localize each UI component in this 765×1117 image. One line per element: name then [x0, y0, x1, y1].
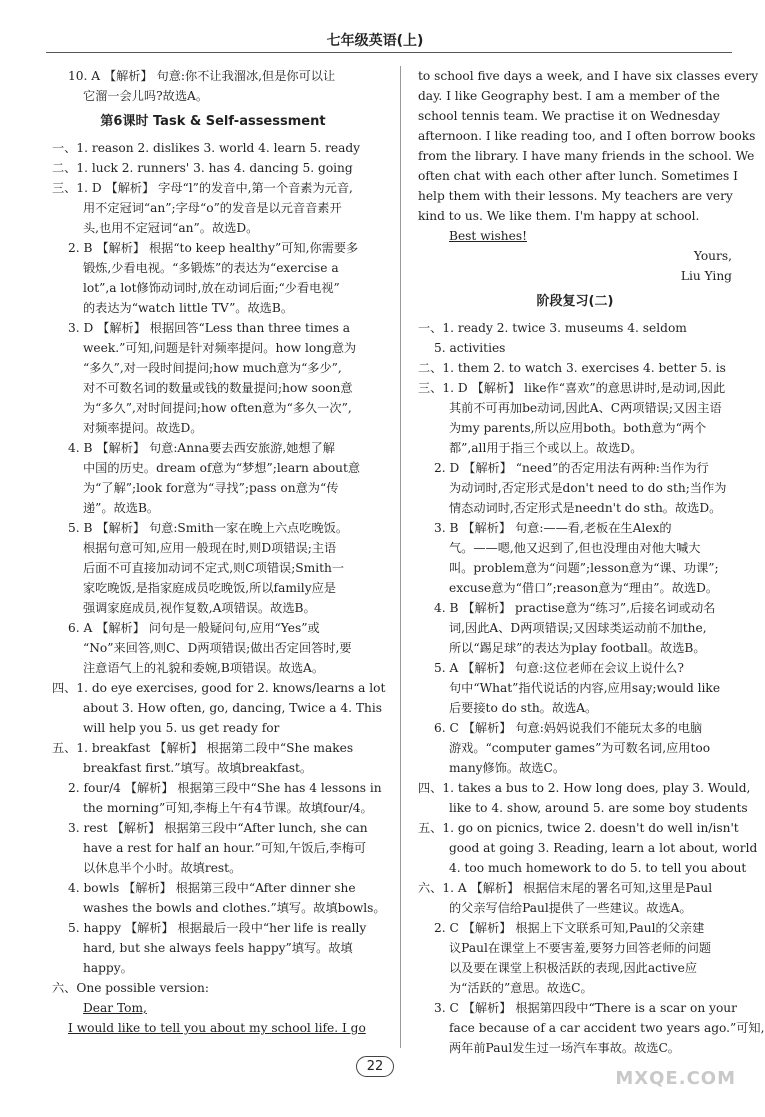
text-line: 的表达为“watch little TV”。故选B。 — [83, 301, 294, 315]
text-line: lot”,a lot修饰动词时,放在动词后面;“少看电视” — [83, 281, 340, 295]
text-line: 以及要在课堂上积极活跃的表现,因此active应 — [449, 961, 698, 975]
text-line: 家吃晚饭,是指家庭成员吃晚饭,所以family应是 — [83, 581, 336, 595]
text-line: 4. too much homework to do 5. to tell you about — [449, 861, 747, 875]
watermark-logo: MXQE.COM — [615, 1068, 736, 1089]
text-line: 为my parents,所以应用both。both意为“两个 — [449, 421, 707, 435]
text-line: “No”来回答,则C、D两项错误;做出否定回答时,要 — [83, 641, 352, 655]
text-line: 都”,all用于指三个或以上。故选D。 — [449, 441, 643, 455]
text-line: week.”可知,问题是针对频率提问。how long意为 — [83, 341, 357, 355]
text-line: 它溜一会儿吗?故选A。 — [83, 89, 209, 103]
text-line: 3. rest 【解析】 根据第三段中“After lunch, she can — [68, 821, 368, 835]
column-divider — [400, 66, 401, 1048]
text-line: I would like to tell you about my school life. I go — [68, 1021, 366, 1035]
text-line: 中国的历史。dream of意为“梦想”;learn about意 — [83, 461, 361, 475]
page-header: 七年级英语(上) — [326, 33, 424, 49]
text-line: happy。 — [83, 961, 133, 975]
text-line: 2. four/4 【解析】 根据第三段中“She has 4 lessons in — [68, 781, 382, 795]
text-line: 词,因此A、D两项错误;又因球类运动前不加the, — [449, 621, 707, 635]
text-line: 为“了解”;look for意为“寻找”;pass on意为“传 — [83, 481, 339, 495]
text-line: “多久”,对一段时间提问;how much意为“多少”, — [83, 361, 342, 375]
text-line: 注意语气上的礼貌和委婉,B项错误。故选A。 — [83, 661, 325, 675]
text-line: Yours, — [693, 249, 732, 263]
text-line: 以休息半个小时。故填rest。 — [83, 861, 242, 875]
section-title: 第6课时 Task & Self-assessment — [100, 114, 326, 129]
text-line: 六、One possible version: — [52, 981, 210, 995]
text-line: Best wishes! — [449, 229, 527, 243]
text-line: 3. D 【解析】 根据回答“Less than three times a — [68, 321, 351, 335]
text-line: 2. C 【解析】 根据上下文联系可知,Paul的父亲建 — [434, 921, 705, 935]
text-line: excuse意为“借口”;reason意为“理由”。故选D。 — [449, 581, 719, 595]
text-line: the morning”可知,李梅上午有4节课。故填four/4。 — [83, 801, 373, 815]
text-line: 锻炼,少看电视。“多锻炼”的表达为“exercise a — [83, 261, 339, 275]
text-line: kind to us. We like them. I'm happy at school. — [418, 209, 700, 223]
text-line: 对不可数名词的数量或钱的数量提问;how soon意 — [83, 381, 353, 395]
text-line: 叫。problem意为“问题”;lesson意为“课、功课”; — [449, 561, 719, 575]
text-line: 5. happy 【解析】 根据最后一段中“her life is really — [68, 921, 367, 935]
text-line: 三、1. D 【解析】 like作“喜欢”的意思讲时,是动词,因此 — [418, 381, 726, 395]
text-line: will help you 5. us get ready for — [83, 721, 280, 735]
text-line: 其前不可再加be动词,因此A、C两项错误;又因主语 — [449, 401, 722, 415]
text-line: 递”。故选B。 — [83, 501, 160, 515]
text-line: 句中“What”指代说话的内容,应用say;would like — [449, 681, 721, 695]
text-line: 一、1. reason 2. dislikes 3. world 4. learn 5. ready — [52, 141, 361, 155]
text-line: 强调家庭成员,视作复数,A项错误。故选B。 — [83, 601, 316, 615]
text-line: 的父亲写信给Paul提供了一些建议。故选A。 — [449, 901, 692, 915]
text-line: 一、1. ready 2. twice 3. museums 4. seldom — [418, 321, 687, 335]
text-line: to school five days a week, and I have six classes every — [418, 69, 759, 83]
text-line: 4. bowls 【解析】 根据第三段中“After dinner she — [68, 881, 356, 895]
text-line: 四、1. takes a bus to 2. How long does, play 3. Would, — [418, 781, 751, 795]
left-column — [52, 66, 386, 1038]
text-line: about 3. How often, go, dancing, Twice a 4. This — [83, 701, 382, 715]
text-line: 2. B 【解析】 根据“to keep healthy”可知,你需要多 — [68, 241, 359, 255]
text-line: 三、1. D 【解析】 字母“l”的发音中,第一个音素为元音, — [52, 181, 353, 195]
text-line: 为“活跃的”意思。故选C。 — [449, 981, 593, 995]
text-line: 5. activities — [434, 341, 506, 355]
page-number: 22 — [356, 1056, 395, 1077]
text-line: 对频率提问。故选D。 — [83, 421, 203, 435]
text-line: 3. B 【解析】 句意:——看,老板在生Alex的 — [434, 521, 672, 535]
text-line: many修饰。故选C。 — [449, 761, 566, 775]
text-line: 议Paul在课堂上不要害羞,要努力回答老师的问题 — [449, 941, 712, 955]
text-line: from the library. I have many friends in the school. We — [418, 149, 755, 163]
text-line: 头,也用不定冠词“an”。故选D。 — [83, 221, 259, 235]
text-line: 2. D 【解析】 “need”的否定用法有两种:当作为行 — [434, 461, 709, 475]
text-line: 后要接to do sth。故选A。 — [449, 701, 598, 715]
text-line: like to 4. show, around 5. are some boy students — [449, 801, 748, 815]
text-line: 五、1. go on picnics, twice 2. doesn't do well in/isn't — [418, 821, 739, 835]
text-line: 根据句意可知,应用一般现在时,则D项错误;主语 — [83, 541, 337, 555]
text-line: 10. A 【解析】 句意:你不让我溜冰,但是你可以让 — [68, 69, 336, 83]
text-line: breakfast first.”填写。故填breakfast。 — [83, 761, 313, 775]
text-line: Liu Ying — [680, 269, 732, 283]
text-line: face because of a car accident two years ago.”可知, — [449, 1021, 765, 1035]
text-line: 为动词时,否定形式是don't need to do sth;当作为 — [449, 481, 727, 495]
text-line: 四、1. do eye exercises, good for 2. knows/learns a lot — [52, 681, 386, 695]
text-line: school tennis team. We practise it on Wednesday — [418, 109, 720, 123]
text-line: hard, but she always feels happy”填写。故填 — [83, 941, 353, 955]
text-line: 为“多久”,对时间提问;how often意为“多久一次”, — [83, 401, 352, 415]
text-line: 3. C 【解析】 根据第四段中“There is a scar on your — [434, 1001, 737, 1015]
text-line: 后面不可直接加动词不定式,则C项错误;Smith一 — [83, 561, 345, 575]
text-line: 情态动词时,否定形式是needn't do sth。故选D。 — [449, 501, 722, 515]
text-line: 六、1. A 【解析】 根据信末尾的署名可知,这里是Paul — [418, 881, 713, 895]
text-line: often chat with each other after lunch. Sometimes I — [418, 169, 738, 183]
text-line: washes the bowls and clothes.”填写。故填bowls。 — [83, 901, 386, 915]
text-line: 所以“踢足球”的表达为play football。故选B。 — [449, 641, 706, 655]
header-rule — [46, 52, 732, 53]
text-line: 4. B 【解析】 practise意为“练习”,后接名词或动名 — [434, 601, 716, 615]
text-line: 气。——嗯,他又迟到了,但也没理由对他大喊大 — [449, 541, 701, 555]
text-line: have a rest for half an hour.”可知,午饭后,李梅可 — [83, 841, 367, 855]
right-column — [418, 66, 765, 1058]
text-line: 用不定冠词“an”;字母“o”的发音是以元音音素开 — [83, 201, 342, 215]
text-line: 二、1. them 2. to watch 3. exercises 4. better 5. is — [418, 361, 726, 375]
text-line: good at going 3. Reading, learn a lot about, world — [449, 841, 758, 855]
text-line: 6. C 【解析】 句意:妈妈说我们不能玩太多的电脑 — [434, 721, 703, 735]
text-line: 两年前Paul发生过一场汽车事故。故选C。 — [449, 1041, 680, 1055]
section-title: 阶段复习(二) — [536, 294, 614, 309]
text-line: day. I like Geography best. I am a member of the — [418, 89, 720, 103]
text-line: Dear Tom, — [83, 1001, 147, 1015]
text-line: 6. A 【解析】 问句是一般疑问句,应用“Yes”或 — [68, 621, 320, 635]
text-line: 4. B 【解析】 句意:Anna要去西安旅游,她想了解 — [68, 441, 335, 455]
text-line: afternoon. I like reading too, and I often borrow books — [418, 129, 756, 143]
text-line: 游戏。“computer games”为可数名词,应用too — [449, 741, 711, 755]
text-line: 5. B 【解析】 句意:Smith一家在晚上六点吃晚饭。 — [68, 521, 349, 535]
text-line: 五、1. breakfast 【解析】 根据第二段中“She makes — [52, 741, 354, 755]
text-line: 二、1. luck 2. runners' 3. has 4. dancing 5. going — [52, 161, 353, 175]
text-line: help them with their lessons. My teachers are very — [418, 189, 733, 203]
text-line: 5. A 【解析】 句意:这位老师在会议上说什么? — [434, 661, 684, 675]
